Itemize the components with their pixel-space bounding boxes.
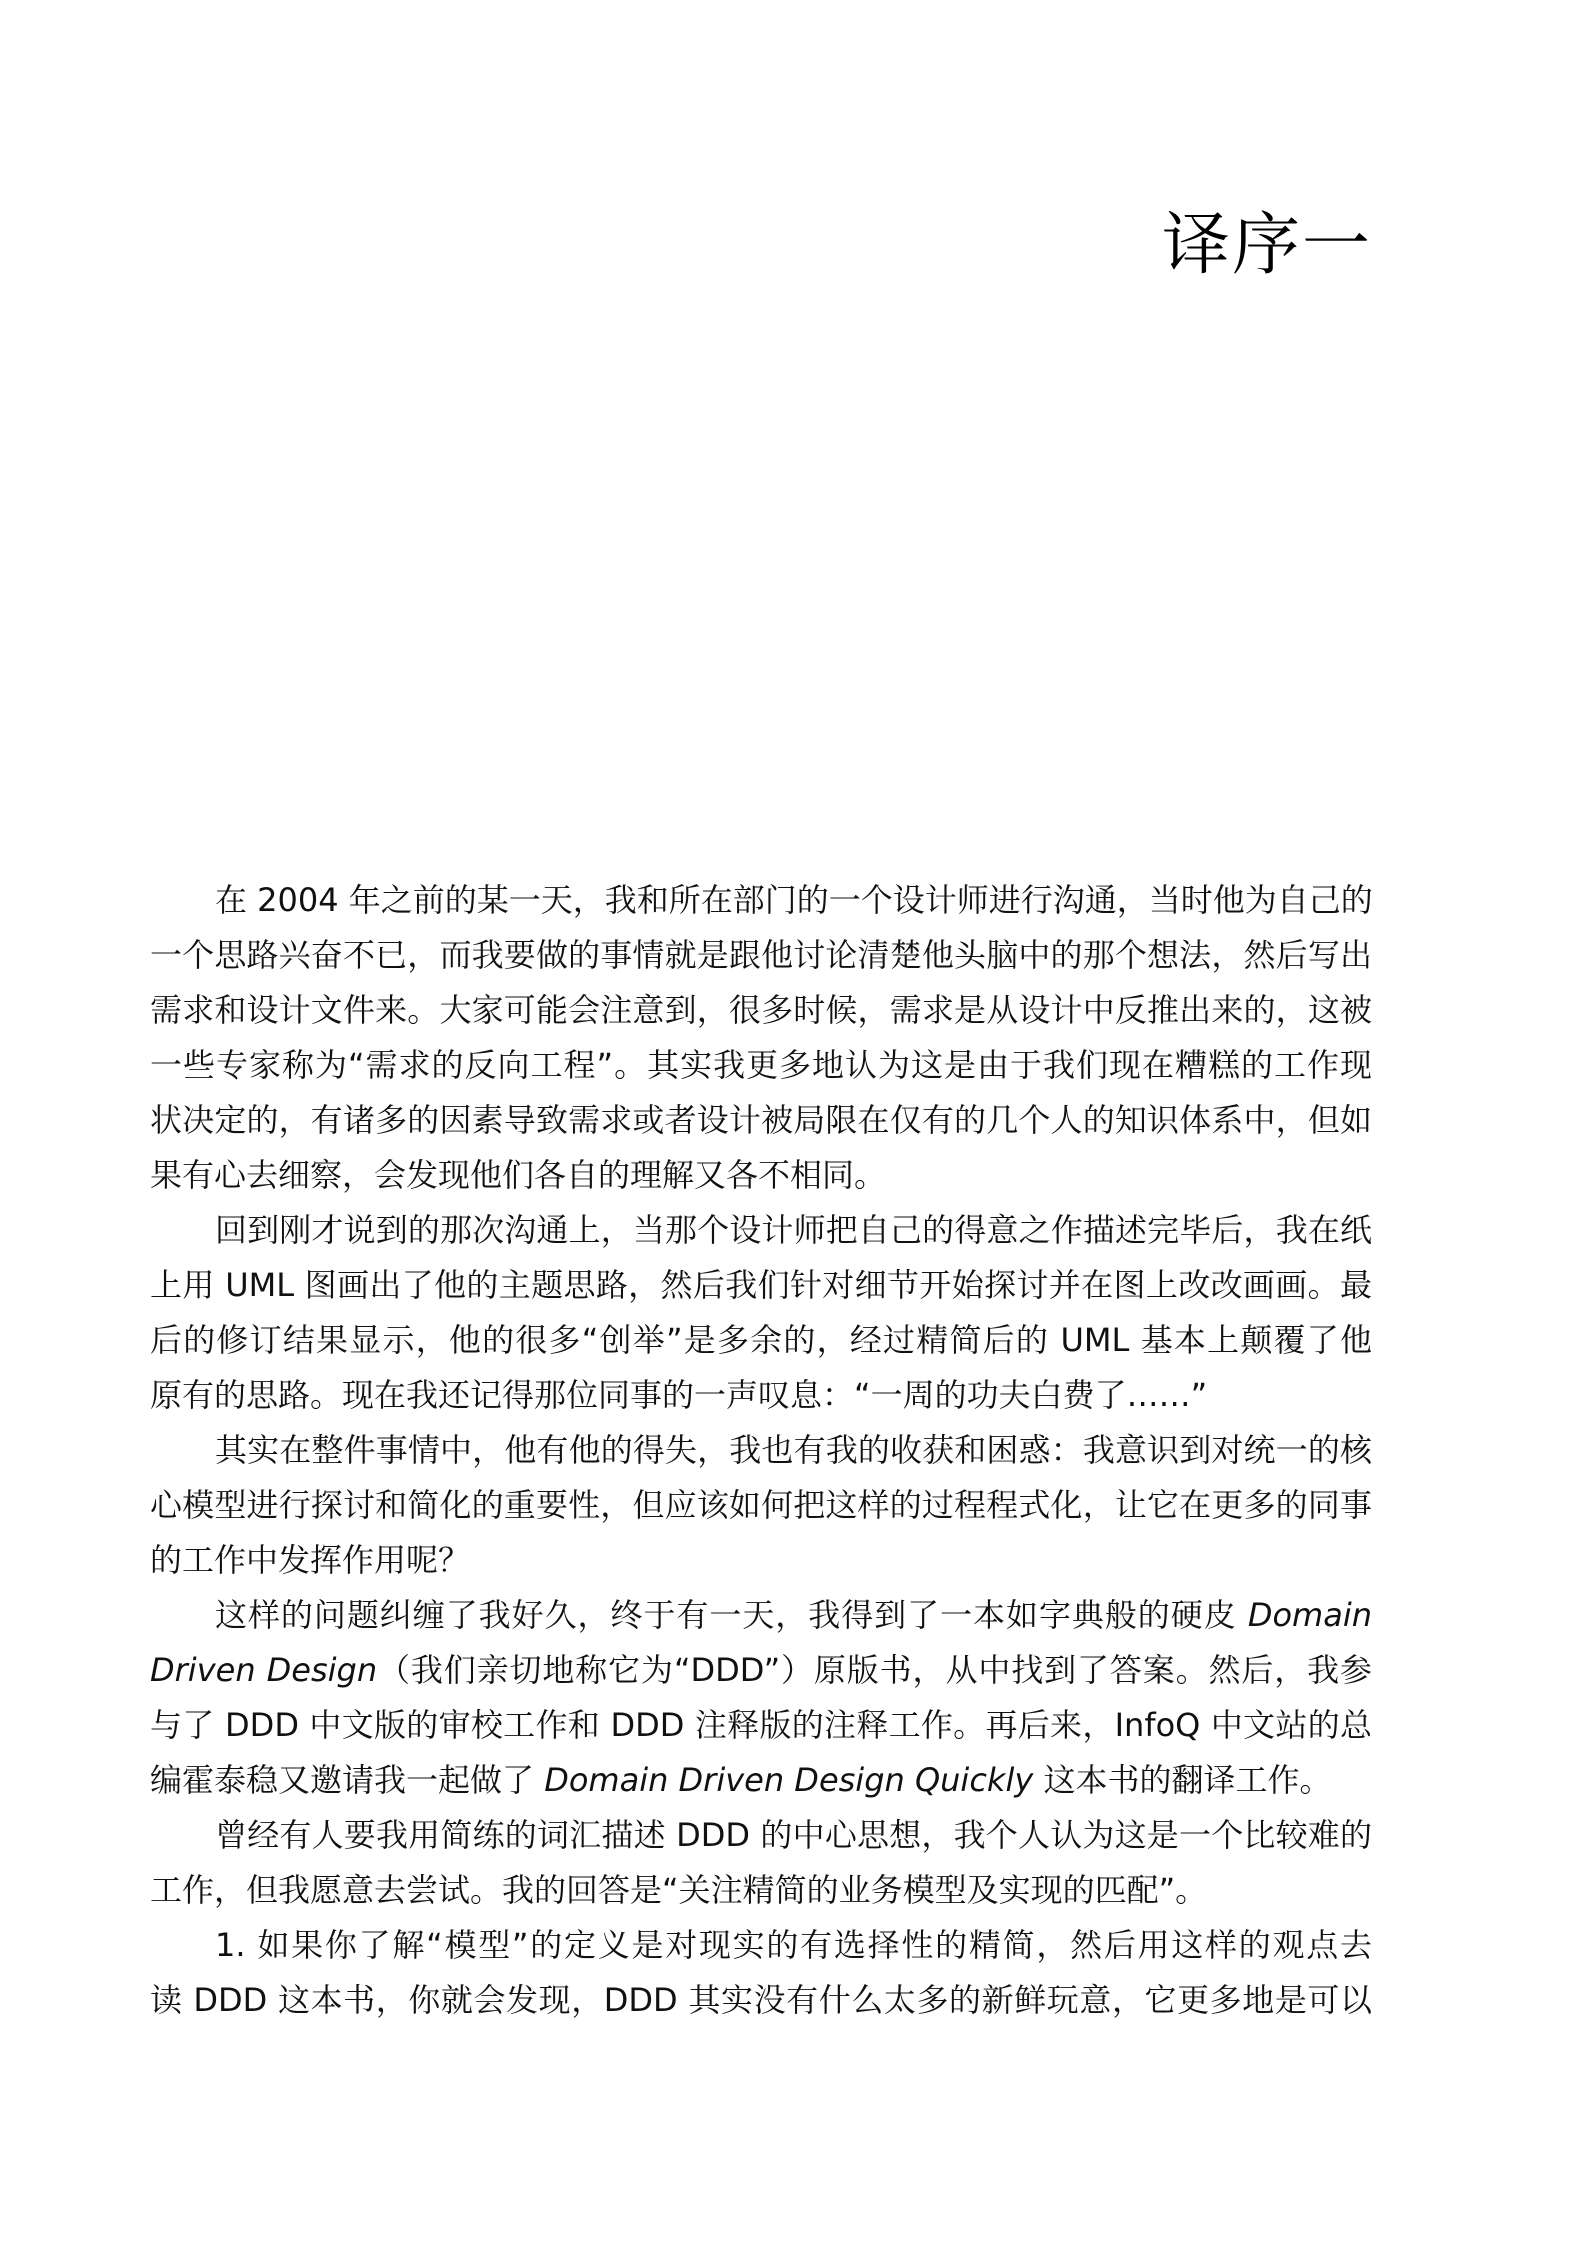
text-segment: 的工作中发挥作用呢？ (150, 1541, 471, 1579)
page-title: 译序一 (1161, 206, 1372, 285)
text-segment: 需求和设计文件来。大家可能会注意到，很多时候，需求是从设计中反推出来的，这被 (150, 991, 1372, 1029)
text-line (150, 1863, 1372, 1918)
text-segment: 曾经有人要我用简练的词汇描述 DDD 的中心思想，我个人认为这是一个比较难的 (215, 1816, 1372, 1854)
text-segment: 心模型进行探讨和简化的重要性，但应该如何把这样的过程程式化，让它在更多的同事 (150, 1486, 1372, 1524)
text-segment: 状决定的，有诸多的因素导致需求或者设计被局限在仅有的几个人的知识体系中，但如 (150, 1101, 1372, 1139)
text-line (150, 1093, 1372, 1148)
text-line (150, 1258, 1372, 1313)
text-line (150, 928, 1372, 983)
text-line (150, 983, 1372, 1038)
paragraph-start-line (150, 1203, 1372, 1258)
paragraph-start-line (150, 1588, 1372, 1643)
text-segment: 1. 如果你了解“模型”的定义是对现实的有选择性的精简，然后用这样的观点去 (215, 1926, 1372, 1964)
paragraph-start-line (150, 873, 1372, 928)
text-segment: 一个思路兴奋不已，而我要做的事情就是跟他讨论清楚他头脑中的那个想法，然后写出 (150, 936, 1372, 974)
text-segment: 其实在整件事情中，他有他的得失，我也有我的收获和困惑：我意识到对统一的核 (215, 1431, 1372, 1469)
text-line (150, 1698, 1372, 1753)
text-segment: 与了 DDD 中文版的审校工作和 DDD 注释版的注释工作。再后来，InfoQ 中文站的总 (150, 1706, 1372, 1744)
text-line (150, 1533, 1372, 1588)
text-line (150, 1478, 1372, 1533)
text-segment: 工作，但我愿意去尝试。我的回答是“关注精简的业务模型及实现的匹配”。 (150, 1871, 1208, 1909)
text-segment: 读 DDD 这本书，你就会发现，DDD 其实没有什么太多的新鲜玩意，它更多地是可以 (150, 1981, 1372, 2019)
italic-book-title: Driven Design (150, 1651, 378, 1689)
paragraph-start-line (150, 1808, 1372, 1863)
text-segment: 这样的问题纠缠了我好久，终于有一天，我得到了一本如字典般的硬皮 (215, 1596, 1248, 1634)
text-segment: （我们亲切地称它为“DDD”）原版书，从中找到了答案。然后，我参 (377, 1651, 1372, 1689)
italic-book-title: Domain Driven Design Quickly (544, 1761, 1034, 1799)
text-line (150, 1643, 1372, 1698)
text-segment: 编霍泰稳又邀请我一起做了 (150, 1761, 545, 1799)
text-segment: 后的修订结果显示，他的很多“创举”是多余的，经过精简后的 UML 基本上颠覆了他 (150, 1321, 1372, 1359)
text-line (150, 1973, 1372, 2028)
text-segment: 上用 UML 图画出了他的主题思路，然后我们针对细节开始探讨并在图上改改画画。最 (150, 1266, 1372, 1304)
text-line (150, 1038, 1372, 1093)
italic-book-title: Domain (1247, 1596, 1372, 1634)
text-line (150, 1753, 1372, 1808)
text-segment: 回到刚才说到的那次沟通上，当那个设计师把自己的得意之作描述完毕后，我在纸 (215, 1211, 1372, 1249)
text-segment: 原有的思路。现在我还记得那位同事的一声叹息：“一周的功夫白费了……” (150, 1376, 1208, 1414)
text-segment: 一些专家称为“需求的反向工程”。其实我更多地认为这是由于我们现在糟糕的工作现 (150, 1046, 1372, 1084)
paragraph-start-line (150, 1918, 1372, 1973)
paragraph-start-line (150, 1423, 1372, 1478)
text-line (150, 1368, 1372, 1423)
text-line (150, 1313, 1372, 1368)
text-line (150, 1148, 1372, 1203)
text-segment: 果有心去细察，会发现他们各自的理解又各不相同。 (150, 1156, 887, 1194)
text-segment: 这本书的翻译工作。 (1033, 1761, 1332, 1799)
body-text (150, 873, 1372, 2028)
text-segment: 在 2004 年之前的某一天，我和所在部门的一个设计师进行沟通，当时他为自己的 (215, 881, 1373, 919)
